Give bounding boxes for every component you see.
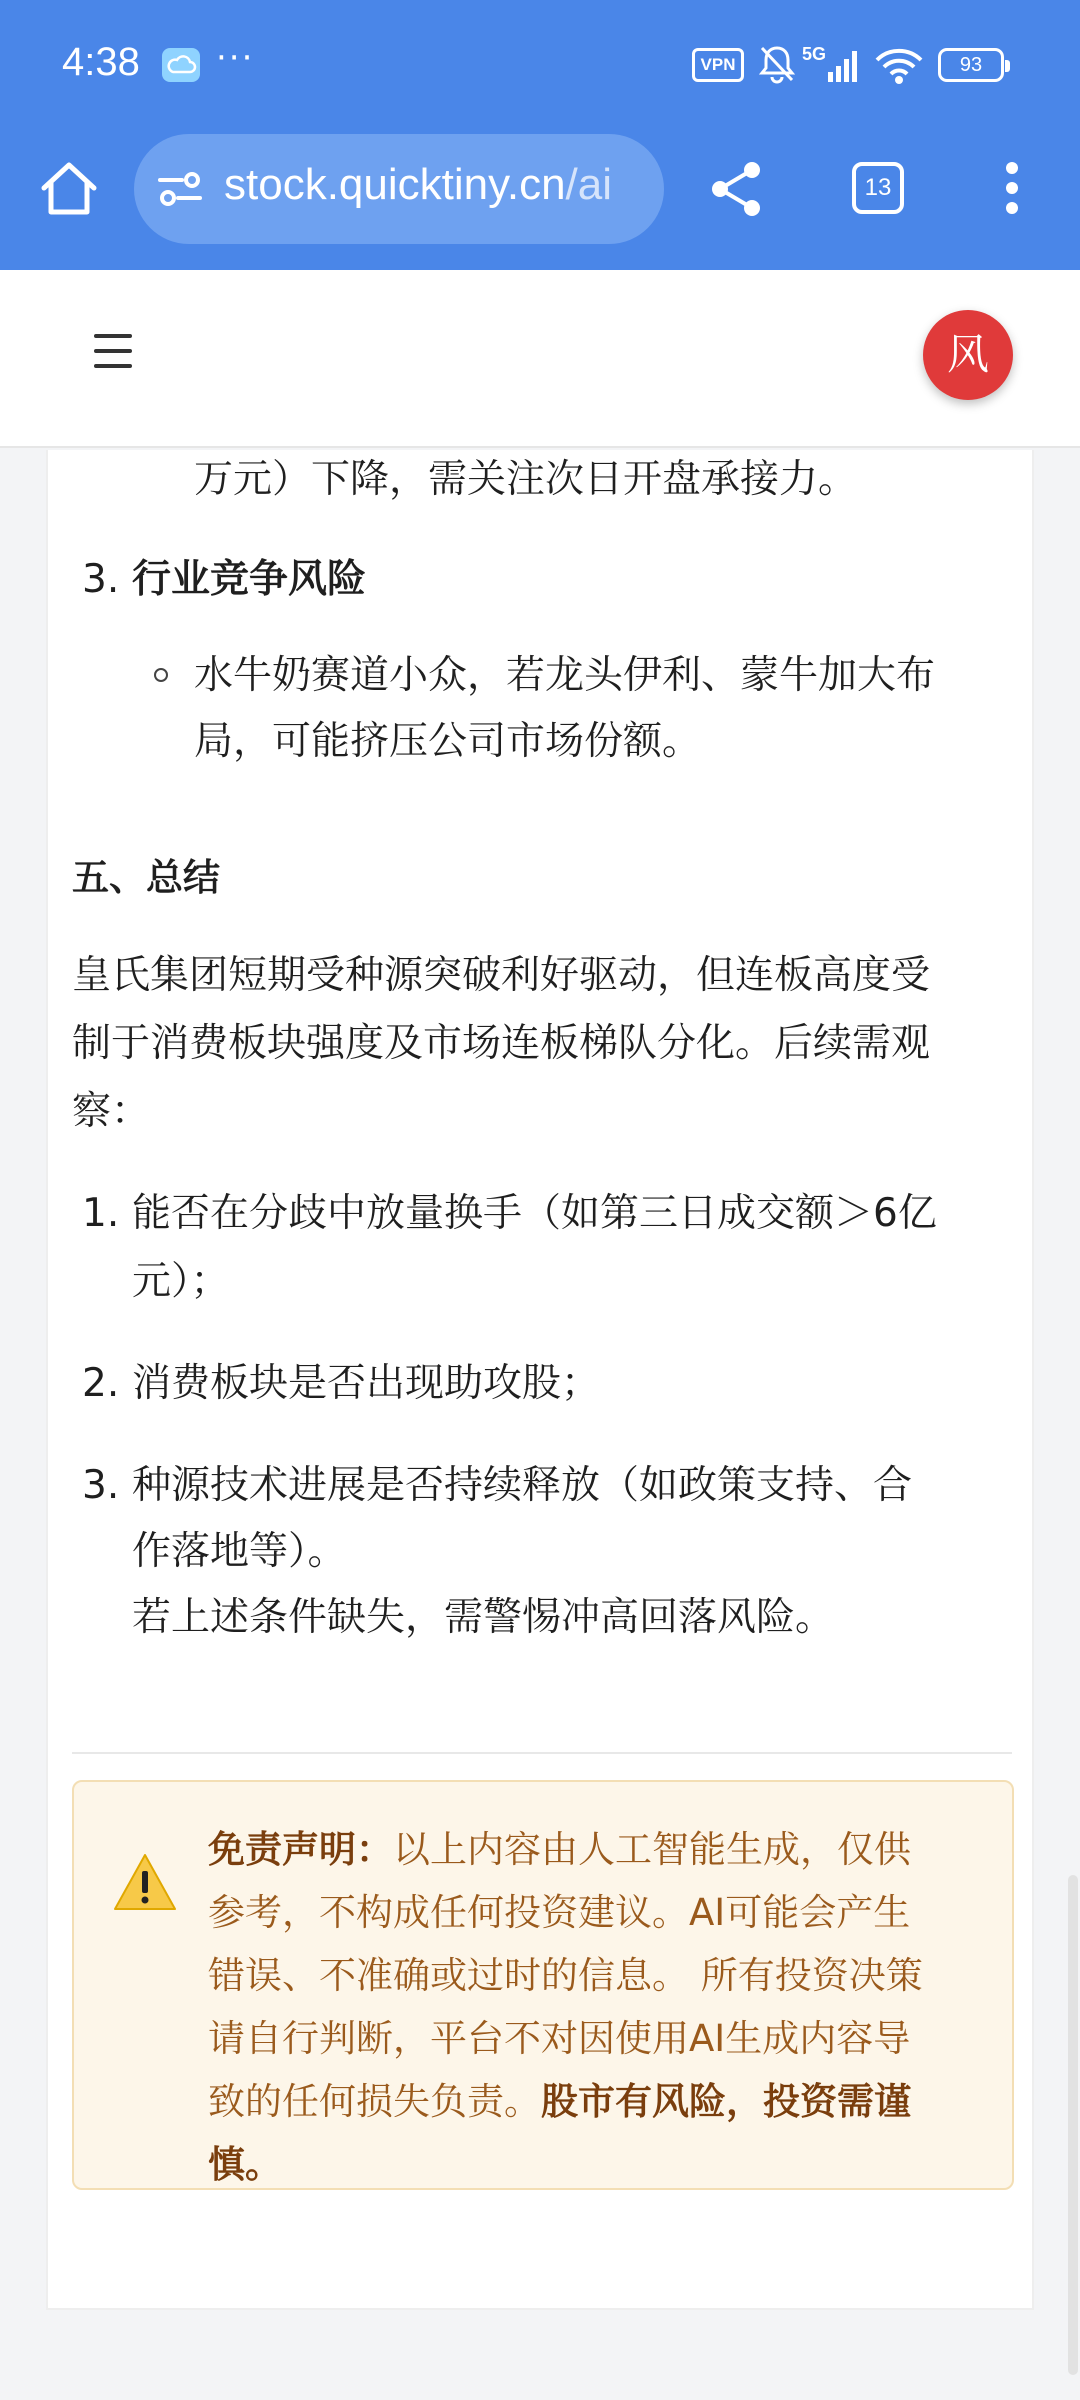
wifi-icon xyxy=(874,46,924,90)
browser-chrome xyxy=(0,0,1080,270)
url-host: stock.quicktiny.cn xyxy=(224,160,566,209)
disclaimer-label: 免责声明： xyxy=(208,1828,393,1871)
bell-off-icon xyxy=(758,44,796,88)
site-settings-icon[interactable] xyxy=(156,168,204,214)
address-bar[interactable] xyxy=(134,134,664,244)
disclaimer-strong: 股市有风险，投资需谨 xyxy=(541,2080,911,2123)
risk3-title: 行业竞争风险 xyxy=(132,557,367,602)
disclaimer-line: 以上内容由人工智能生成，仅供 xyxy=(393,1828,911,1871)
list-item-line: 能否在分歧中放量换手（如第三日成交额＞6亿 xyxy=(132,1191,937,1236)
hamburger-icon[interactable] xyxy=(94,334,132,368)
disclaimer-text xyxy=(208,1818,988,2196)
url-text[interactable] xyxy=(224,160,612,210)
scrollbar[interactable] xyxy=(1068,1875,1078,2375)
risk-tail-text: 万元）下降，需关注次日开盘承接力。 xyxy=(194,457,858,502)
summary-line1: 皇氏集团短期受种源突破利好驱动，但连板高度受 xyxy=(72,953,931,998)
overflow-menu-icon[interactable] xyxy=(1000,160,1024,220)
list-item-line: 种源技术进展是否持续释放（如政策支持、合 xyxy=(132,1463,913,1508)
site-header xyxy=(0,270,1080,448)
disclaimer-box xyxy=(72,1780,1014,2190)
list-item-line: 元）； xyxy=(132,1259,230,1304)
disclaimer-strong: 慎。 xyxy=(208,2143,282,2186)
disclaimer-line: 参考，不构成任何投资建议。AI可能会产生 xyxy=(208,1891,911,1934)
summary-line3: 察： xyxy=(72,1089,151,1134)
list-number: 3. xyxy=(82,557,120,602)
bullet-circle xyxy=(154,668,168,682)
battery-indicator: 93 xyxy=(938,48,1004,82)
disclaimer-line: 错误、不准确或过时的信息。 所有投资决策 xyxy=(208,1954,923,1997)
url-path: /ai xyxy=(565,160,613,209)
share-icon[interactable] xyxy=(708,160,764,222)
list-item-line: 若上述条件缺失，需警惕冲高回落风险。 xyxy=(132,1595,835,1640)
list-item-line: 消费板块是否出现助攻股； xyxy=(132,1361,601,1406)
list-number: 3. xyxy=(82,1463,120,1508)
list-number: 2. xyxy=(82,1361,120,1406)
network-label: 5G xyxy=(802,44,827,64)
warning-icon xyxy=(112,1852,178,1916)
status-more: ··· xyxy=(216,38,255,78)
divider xyxy=(72,1752,1012,1754)
list-item-line: 作落地等）。 xyxy=(132,1529,347,1574)
summary-line2: 制于消费板块强度及市场连板梯队分化。后续需观 xyxy=(72,1021,931,1066)
summary-heading: 五、总结 xyxy=(72,856,220,899)
signal-icon xyxy=(802,42,866,90)
avatar[interactable]: 风 xyxy=(923,310,1013,400)
vpn-badge: VPN xyxy=(692,48,744,82)
risk3-bullet-line2: 局，可能挤压公司市场份额。 xyxy=(194,719,702,764)
article-card xyxy=(46,450,1034,2310)
cloud-icon xyxy=(162,48,200,82)
status-bar xyxy=(0,0,1080,130)
risk3-bullet-line1: 水牛奶赛道小众，若龙头伊利、蒙牛加大布 xyxy=(194,653,936,698)
tab-switcher-button[interactable]: 13 xyxy=(852,162,904,214)
disclaimer-line: 请自行判断，平台不对因使用AI生成内容导 xyxy=(208,2017,911,2060)
disclaimer-line: 致的任何损失负责。 xyxy=(208,2080,541,2123)
home-icon[interactable] xyxy=(36,156,102,222)
list-number: 1. xyxy=(82,1191,120,1236)
status-time: 4:38 xyxy=(62,40,140,84)
